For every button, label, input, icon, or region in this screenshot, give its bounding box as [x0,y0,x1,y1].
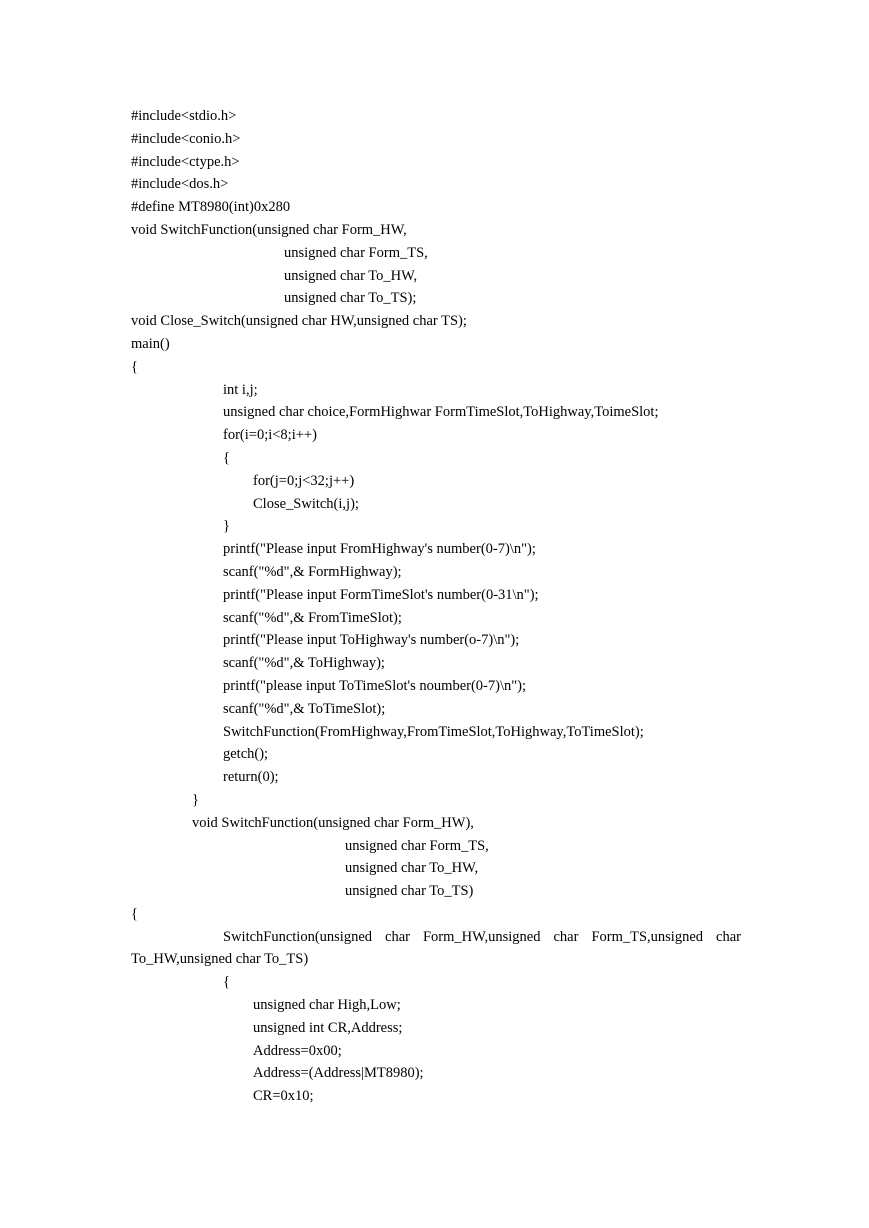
code-listing [131,105,741,1108]
code-line: void SwitchFunction(unsigned char Form_HW), [192,814,474,831]
code-line: void Close_Switch(unsigned char HW,unsigned char TS); [131,313,467,330]
code-line: SwitchFunction(unsigned char Form_HW,unsigned char Form_TS,unsigned char [223,928,741,945]
code-line: scanf("%d",& FormHighway); [223,563,402,580]
code-line: { [131,905,138,922]
code-line: printf("Please input FromHighway's number(0-7)\n"); [223,541,536,558]
code-line: unsigned char Form_TS, [345,837,489,854]
code-line: getch(); [223,746,269,763]
code-line: int i,j; [223,381,258,398]
code-line: unsigned char To_TS); [284,290,417,307]
code-line: return(0); [223,769,279,786]
code-line: SwitchFunction(FromHighway,FromTimeSlot,ToHighway,ToTimeSlot); [223,723,644,740]
code-line: { [223,974,230,991]
code-line: Close_Switch(i,j); [253,495,359,512]
code-line: unsigned char To_HW, [345,860,479,877]
code-line: scanf("%d",& ToHighway); [223,655,385,672]
code-line: unsigned char To_HW, [284,267,418,284]
code-line: for(i=0;i<8;i++) [223,427,317,444]
code-line: unsigned char Form_TS, [284,244,428,261]
code-line: To_HW,unsigned char To_TS) [131,951,309,968]
code-line: main() [131,335,170,352]
code-line: printf("please input ToTimeSlot's noumber(0-7)\n"); [223,677,527,694]
code-line: unsigned int CR,Address; [253,1019,403,1036]
code-line: { [223,449,230,466]
code-line: scanf("%d",& FromTimeSlot); [223,609,402,626]
code-line: #define MT8980(int)0x280 [131,199,291,216]
code-line: #include<conio.h> [131,130,241,147]
code-line: for(j=0;j<32;j++) [253,472,355,489]
code-line: #include<dos.h> [131,176,229,193]
code-line: } [223,518,230,535]
code-line: #include<stdio.h> [131,108,237,124]
code-line: { [131,358,138,375]
code-line: Address=(Address|MT8980); [253,1065,424,1082]
code-line: void SwitchFunction(unsigned char Form_HW, [131,221,407,238]
code-line: } [192,791,199,808]
code-line: Address=0x00; [253,1042,342,1059]
code-line: unsigned char To_TS) [345,883,474,900]
code-line: #include<ctype.h> [131,153,240,170]
code-line: unsigned char choice,FormHighwar FormTimeSlot,ToHighway,ToimeSlot; [223,404,659,421]
code-line: unsigned char High,Low; [253,997,401,1014]
code-line: printf("Please input ToHighway's number(o-7)\n"); [223,632,520,649]
code-line: CR=0x10; [253,1088,314,1105]
code-line: scanf("%d",& ToTimeSlot); [223,700,386,717]
code-line: printf("Please input FormTimeSlot's number(0-31\n"); [223,586,539,603]
